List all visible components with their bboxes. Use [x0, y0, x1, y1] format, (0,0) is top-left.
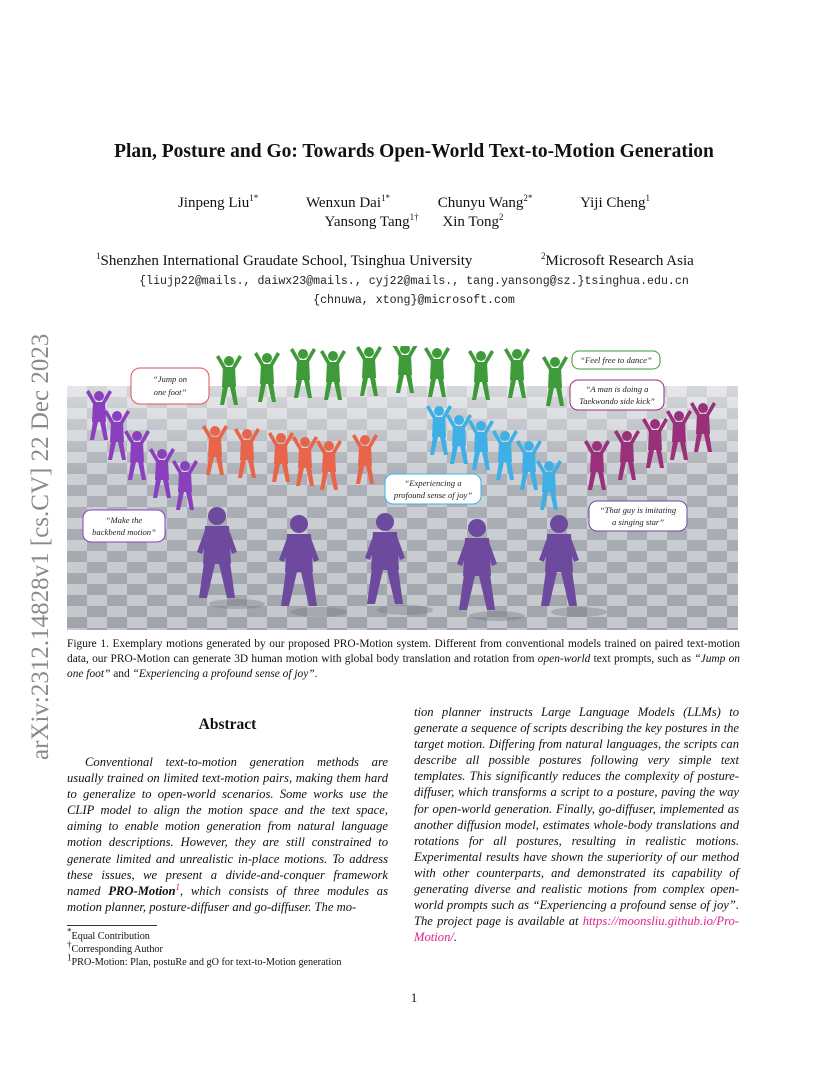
author: Yiji Cheng$^1$: [580, 193, 651, 211]
svg-text:“A man is doing a: “A man is doing a: [585, 384, 649, 394]
emails-line-2: {chnuwa, xtong}@microsoft.com: [313, 294, 515, 307]
bubble-jump: [131, 368, 209, 404]
authors-row-2: [0, 214, 828, 231]
footnote-acronym: $^1$PRO-Motion: Plan, postuRe and gO for text-to-Motion generation: [67, 952, 342, 968]
bubble-joy: [385, 474, 481, 504]
svg-text:“Jump on: “Jump on: [152, 374, 188, 384]
svg-text:a singing star”: a singing star”: [611, 517, 665, 527]
abstract-right-column: tion planner instructs Large Language Models (LLMs) to generate a sequence of scripts describing the key postures in the target motion. Differing from natural languages, the scripts can describe all possible postures following very simple text templates. This significantly reduces the complexity of posture-diffuser, which transforms a script to a posture, paving the way for open-world generation. Finally, go-diffuser, implemented as another diffusion model, estimates whole-body translations and rotations for all postures, resulting in realistic motions. Experimental results have shown the superiority of our method with other counterparts, and demonstrated its capability of generating diverse and realistic motions from complex open-world prompts such as “Experiencing a profound sense of joy”. The project page is available at https://moonsliu.github.io/Pro-Motion/.: [414, 705, 739, 945]
svg-text:“Experiencing a: “Experiencing a: [404, 478, 462, 488]
affiliation-1: $^1$Shenzhen International Graudate School, Tsinghua University: [96, 251, 473, 269]
affiliation-2: $^2$Microsoft Research Asia: [541, 251, 694, 269]
svg-text:one foot”: one foot”: [153, 387, 187, 397]
abstract-left-column: Conventional text-to-motion generation methods are usually trained on limited text-motion pairs, making them hard to generalize to open-world scenarios. Some works use the CLIP model to align the motion space and the text space, aiming to enable motion generation from natural language motion descriptions. However, they are still constrained to generate limited and unrealistic in-place motions. To address these issues, we present a divide-and-conquer framework named PRO-Motion$^1$, which consists of three modules as motion planner, posture-diffuser and go-diffuser. The mo-: [67, 755, 388, 914]
svg-text:“That guy is imitating: “That guy is imitating: [599, 505, 677, 515]
svg-text:“Feel free to dance”: “Feel free to dance”: [580, 355, 652, 365]
paper-title: Plan, Posture and Go: Towards Open-World Text-to-Motion Generation: [114, 141, 714, 162]
author: Xin Tong$^2$: [442, 212, 504, 230]
figure-caption: Figure 1. Exemplary motions generated by our proposed PRO-Motion system. Different from conventional models trained on paired text-motion data, our PRO-Motion can generate 3D human motion with global body translation and rotation from open-world text prompts, such as “Jump on one foot” and “Experiencing a profound sense of joy”.: [67, 638, 740, 680]
authors-row-1: [0, 195, 828, 212]
author: Jinpeng Liu$^{1*}$: [177, 193, 259, 211]
svg-text:profound sense of joy”: profound sense of joy”: [393, 490, 473, 500]
arxiv-sidebar: [12, 200, 60, 800]
footnote-equal: *Equal Contribution: [67, 926, 150, 942]
footnote-corresponding: †Corresponding Author: [67, 939, 163, 955]
footnotes: [67, 925, 397, 969]
bubble-singer: [589, 501, 687, 531]
bubble-dance: [572, 351, 660, 369]
bubble-backbend: [83, 510, 165, 542]
abstract-heading: Abstract: [198, 716, 257, 733]
bubble-taekwondo: [570, 380, 664, 410]
svg-text:“Make the: “Make the: [105, 515, 143, 525]
author: Yansong Tang$^{1\dagger}$: [324, 212, 419, 230]
author: Chunyu Wang$^{2*}$: [437, 193, 533, 211]
teaser-figure: [67, 346, 738, 630]
author: Wenxun Dai$^{1*}$: [305, 193, 390, 211]
svg-text:backbend motion”: backbend motion”: [92, 527, 156, 537]
emails-line-1: {liujp22@mails., daiwx23@mails., cyj22@mails., tang.yansong@sz.}tsinghua.edu.cn: [139, 275, 689, 288]
page-number: 1: [410, 990, 418, 1005]
arxiv-id: arXiv:2312.14828v1 [cs.CV] 22 Dec 2023: [27, 333, 54, 760]
svg-text:Taekwondo side kick”: Taekwondo side kick”: [579, 396, 655, 406]
project-page-link[interactable]: https://moonsliu.github.io/Pro-Motion/: [414, 914, 739, 945]
